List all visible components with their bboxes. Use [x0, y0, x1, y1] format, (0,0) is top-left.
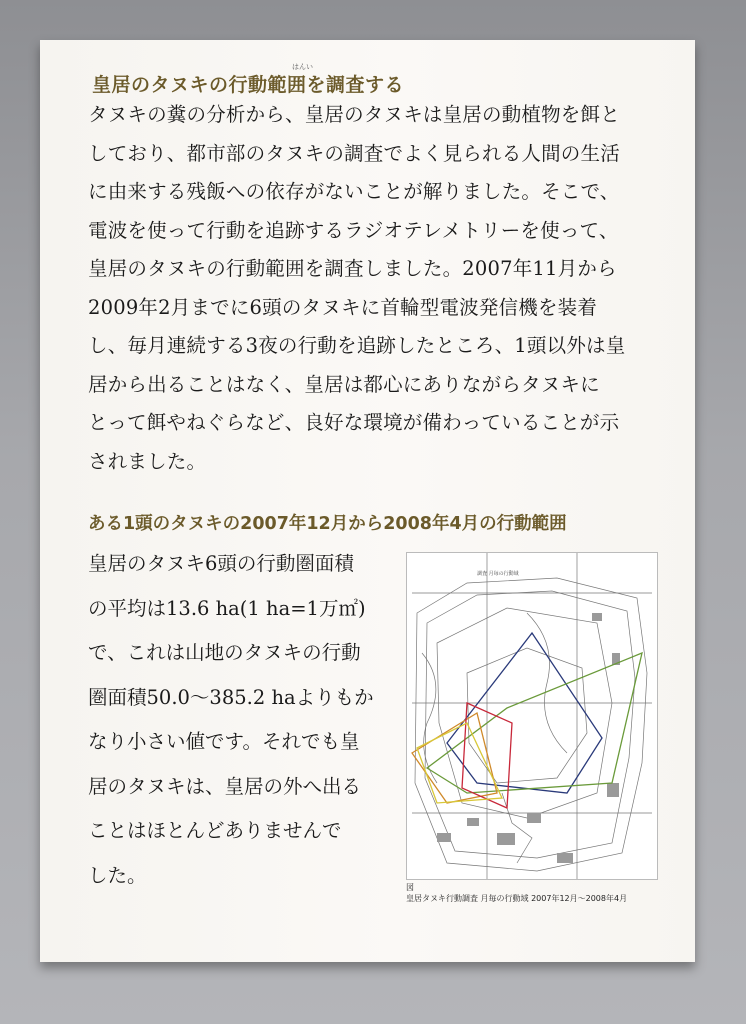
heading-ruby: はんい: [292, 63, 313, 71]
palace-map: [407, 553, 657, 879]
body-line: されました。: [88, 449, 207, 473]
area-line: の平均は13.6 ha(1 ha=1万㎡): [88, 596, 366, 620]
figure-caption: [406, 882, 676, 904]
figure-label: 図: [406, 883, 414, 892]
area-line: で、これは山地のタヌキの行動: [88, 641, 361, 664]
range-orange: [412, 713, 497, 803]
exhibit-panel: [40, 40, 695, 962]
body-line: 2009年2月までに6頭のタヌキに首輪型電波発信機を装着: [88, 295, 598, 319]
area-line: 居のタヌキは、皇居の外へ出る: [88, 774, 362, 798]
map-title: 調査 月毎の行動域: [477, 571, 519, 577]
body-line: 電波を使って行動を追跡するラジオテレメトリーを使って、: [88, 218, 619, 242]
body-line: に由来する残飯への依存がないことが解りました。そこで、: [88, 180, 620, 203]
area-paragraph: [88, 542, 418, 898]
area-line: ことはほとんどありませんで: [88, 819, 342, 842]
map-roads: [412, 553, 652, 879]
body-paragraph: [88, 96, 688, 481]
area-line: 皇居のタヌキ6頭の行動圏面積: [88, 552, 354, 575]
range-green: [427, 653, 642, 793]
body-line: 居から出ることはなく、皇居は都心にありながらタヌキに: [88, 372, 600, 396]
body-line: しており、都市部のタヌキの調査でよく見られる人間の生活: [88, 141, 620, 165]
figure-caption-text: 皇居タヌキ行動調査 月毎の行動域 2007年12月〜2008年4月: [406, 894, 628, 903]
area-line: なり小さい値です。それでも皇: [88, 730, 360, 753]
area-line: した。: [88, 863, 147, 887]
range-map-figure: [406, 552, 658, 880]
range-navy: [447, 633, 602, 793]
body-line: し、毎月連続する3夜の行動を追跡したところ、1頭以外は皇: [88, 334, 626, 357]
body-line: タヌキの糞の分析から、皇居のタヌキは皇居の動植物を餌と: [88, 103, 620, 126]
area-line: 圏面積50.0〜385.2 haよりもか: [88, 685, 374, 709]
body-line: 皇居のタヌキの行動範囲を調査しました。2007年11月から: [88, 257, 617, 280]
body-line: とって餌やねぐらなど、良好な環境が備わっていることが示: [88, 411, 620, 434]
section-subheading: ある1頭のタヌキの2007年12月から2008年4月の行動範囲: [88, 514, 567, 534]
range-polygons: [412, 633, 642, 808]
panel-heading: 皇居のタヌキの行動範囲を調査する: [92, 74, 405, 96]
